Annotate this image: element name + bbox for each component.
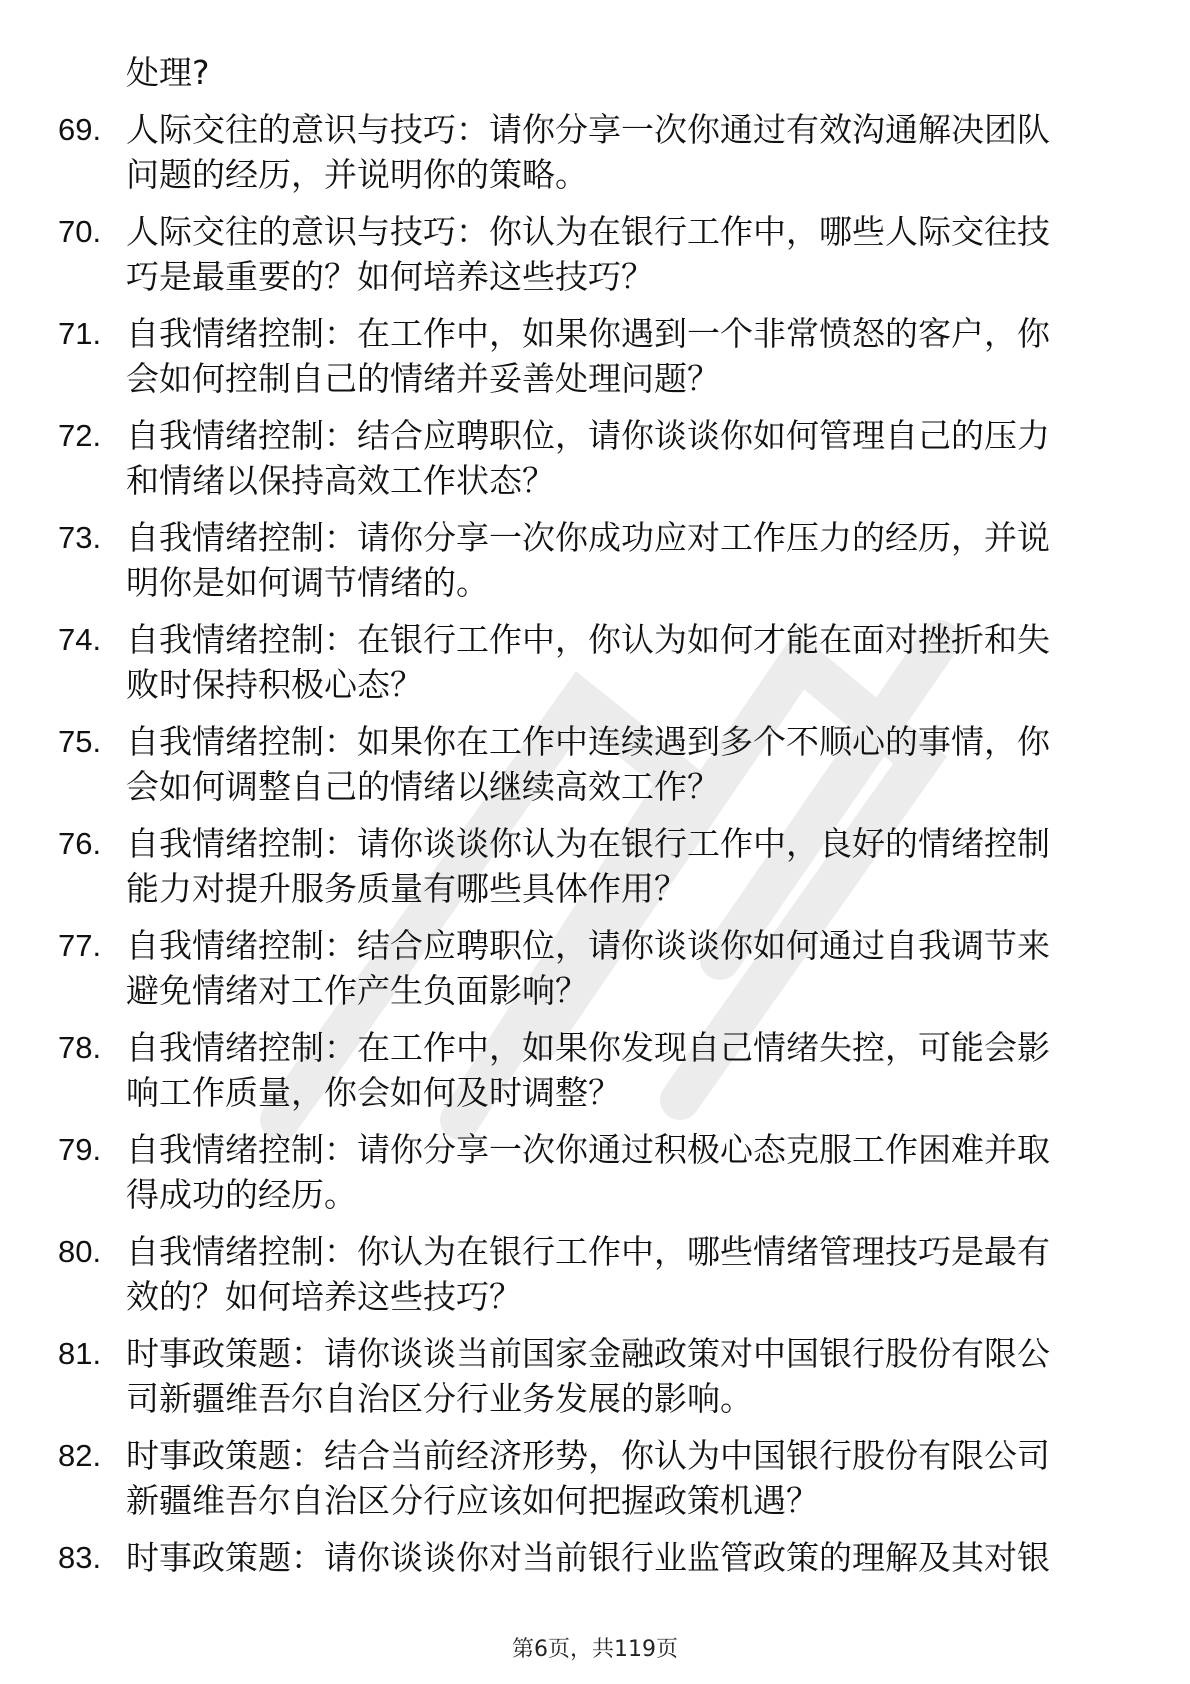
item-text: [126, 107, 1138, 197]
item-text: [126, 617, 1138, 707]
item-text-line: 问题的经历，并说明你的策略。: [126, 155, 588, 194]
item-text-line: 巧是最重要的？如何培养这些技巧？: [126, 257, 654, 296]
item-text-line: 司新疆维吾尔自治区分行业务发展的影响。: [126, 1379, 753, 1418]
list-item: [58, 209, 1138, 299]
item-number: 79.: [58, 1132, 102, 1167]
item-text-line: 自我情绪控制：请你分享一次你通过积极心态克服工作困难并取: [126, 1130, 1050, 1169]
item-text-line: 响工作质量，你会如何及时调整？: [126, 1073, 621, 1112]
item-text-line: 人际交往的意识与技巧：请你分享一次你通过有效沟通解决团队: [126, 110, 1050, 149]
continuation-text: 处理?: [126, 53, 210, 92]
item-number: 78.: [58, 1030, 102, 1065]
item-number: 81.: [58, 1336, 102, 1371]
item-text-line: 时事政策题：请你谈谈你对当前银行业监管政策的理解及其对银: [126, 1538, 1050, 1577]
item-text-line: 和情绪以保持高效工作状态？: [126, 461, 555, 500]
list-item: [58, 719, 1138, 809]
list-item: [58, 107, 1138, 197]
item-text-line: 得成功的经历。: [126, 1175, 357, 1214]
item-text-line: 自我情绪控制：结合应聘职位，请你谈谈你如何管理自己的压力: [126, 416, 1050, 455]
list-item: [58, 311, 1138, 401]
item-number: 74.: [58, 622, 102, 657]
list-item: [58, 923, 1138, 1013]
item-text: [126, 311, 1138, 401]
item-text-line: 会如何控制自己的情绪并妥善处理问题？: [126, 359, 720, 398]
item-text-line: 自我情绪控制：如果你在工作中连续遇到多个不顺心的事情，你: [126, 722, 1050, 761]
item-text-line: 自我情绪控制：你认为在银行工作中，哪些情绪管理技巧是最有: [126, 1232, 1050, 1271]
item-number: 73.: [58, 520, 102, 555]
item-number: 83.: [58, 1540, 102, 1575]
item-text-line: 避免情绪对工作产生负面影响？: [126, 971, 588, 1010]
list-item: [58, 1025, 1138, 1115]
item-number: 77.: [58, 928, 102, 963]
list-item: [58, 413, 1138, 503]
list-item: [58, 1229, 1138, 1319]
item-text-line: 自我情绪控制：在银行工作中，你认为如何才能在面对挫折和失: [126, 620, 1050, 659]
item-text-line: 时事政策题：请你谈谈当前国家金融政策对中国银行股份有限公: [126, 1334, 1050, 1373]
question-list: [58, 50, 1138, 1580]
item-text-line: 自我情绪控制：在工作中，如果你遇到一个非常愤怒的客户，你: [126, 314, 1050, 353]
item-number: 72.: [58, 418, 102, 453]
item-text-line: 明你是如何调节情绪的。: [126, 563, 489, 602]
item-text-line: 自我情绪控制：请你谈谈你认为在银行工作中，良好的情绪控制: [126, 824, 1050, 863]
item-text: [126, 515, 1138, 605]
item-text: [126, 821, 1138, 911]
list-item: [58, 1535, 1138, 1580]
item-number: 70.: [58, 214, 102, 249]
list-item: [58, 515, 1138, 605]
item-number: 80.: [58, 1234, 102, 1269]
list-item: [58, 617, 1138, 707]
item-text-line: 自我情绪控制：请你分享一次你成功应对工作压力的经历，并说: [126, 518, 1050, 557]
item-text: [126, 209, 1138, 299]
item-text: [126, 719, 1138, 809]
item-text: [126, 1535, 1138, 1580]
item-text-line: 自我情绪控制：结合应聘职位，请你谈谈你如何通过自我调节来: [126, 926, 1050, 965]
item-number: 76.: [58, 826, 102, 861]
page-footer: 第6页，共119页: [512, 1637, 678, 1662]
item-number: 82.: [58, 1438, 102, 1473]
item-number: 75.: [58, 724, 102, 759]
list-item: [58, 1331, 1138, 1421]
item-text: [126, 1433, 1138, 1523]
item-text-line: 新疆维吾尔自治区分行应该如何把握政策机遇？: [126, 1481, 819, 1520]
item-text-line: 会如何调整自己的情绪以继续高效工作？: [126, 767, 720, 806]
item-text: [126, 1127, 1138, 1217]
item-text: [126, 1025, 1138, 1115]
items-container: [58, 107, 1138, 1580]
item-text: [126, 1229, 1138, 1319]
item-text-line: 时事政策题：结合当前经济形势，你认为中国银行股份有限公司: [126, 1436, 1050, 1475]
item-text-line: 败时保持积极心态？: [126, 665, 423, 704]
list-item: [58, 821, 1138, 911]
list-item: [58, 1127, 1138, 1217]
item-text-line: 人际交往的意识与技巧：你认为在银行工作中，哪些人际交往技: [126, 212, 1050, 251]
item-number: 71.: [58, 316, 102, 351]
item-number: 69.: [58, 112, 102, 147]
item-text: [126, 413, 1138, 503]
item-text: [126, 1331, 1138, 1421]
item-text-line: 能力对提升服务质量有哪些具体作用？: [126, 869, 687, 908]
list-item: [58, 1433, 1138, 1523]
item-text-line: 效的？如何培养这些技巧？: [126, 1277, 522, 1316]
item-text-line: 自我情绪控制：在工作中，如果你发现自己情绪失控，可能会影: [126, 1028, 1050, 1067]
item-text: [126, 923, 1138, 1013]
